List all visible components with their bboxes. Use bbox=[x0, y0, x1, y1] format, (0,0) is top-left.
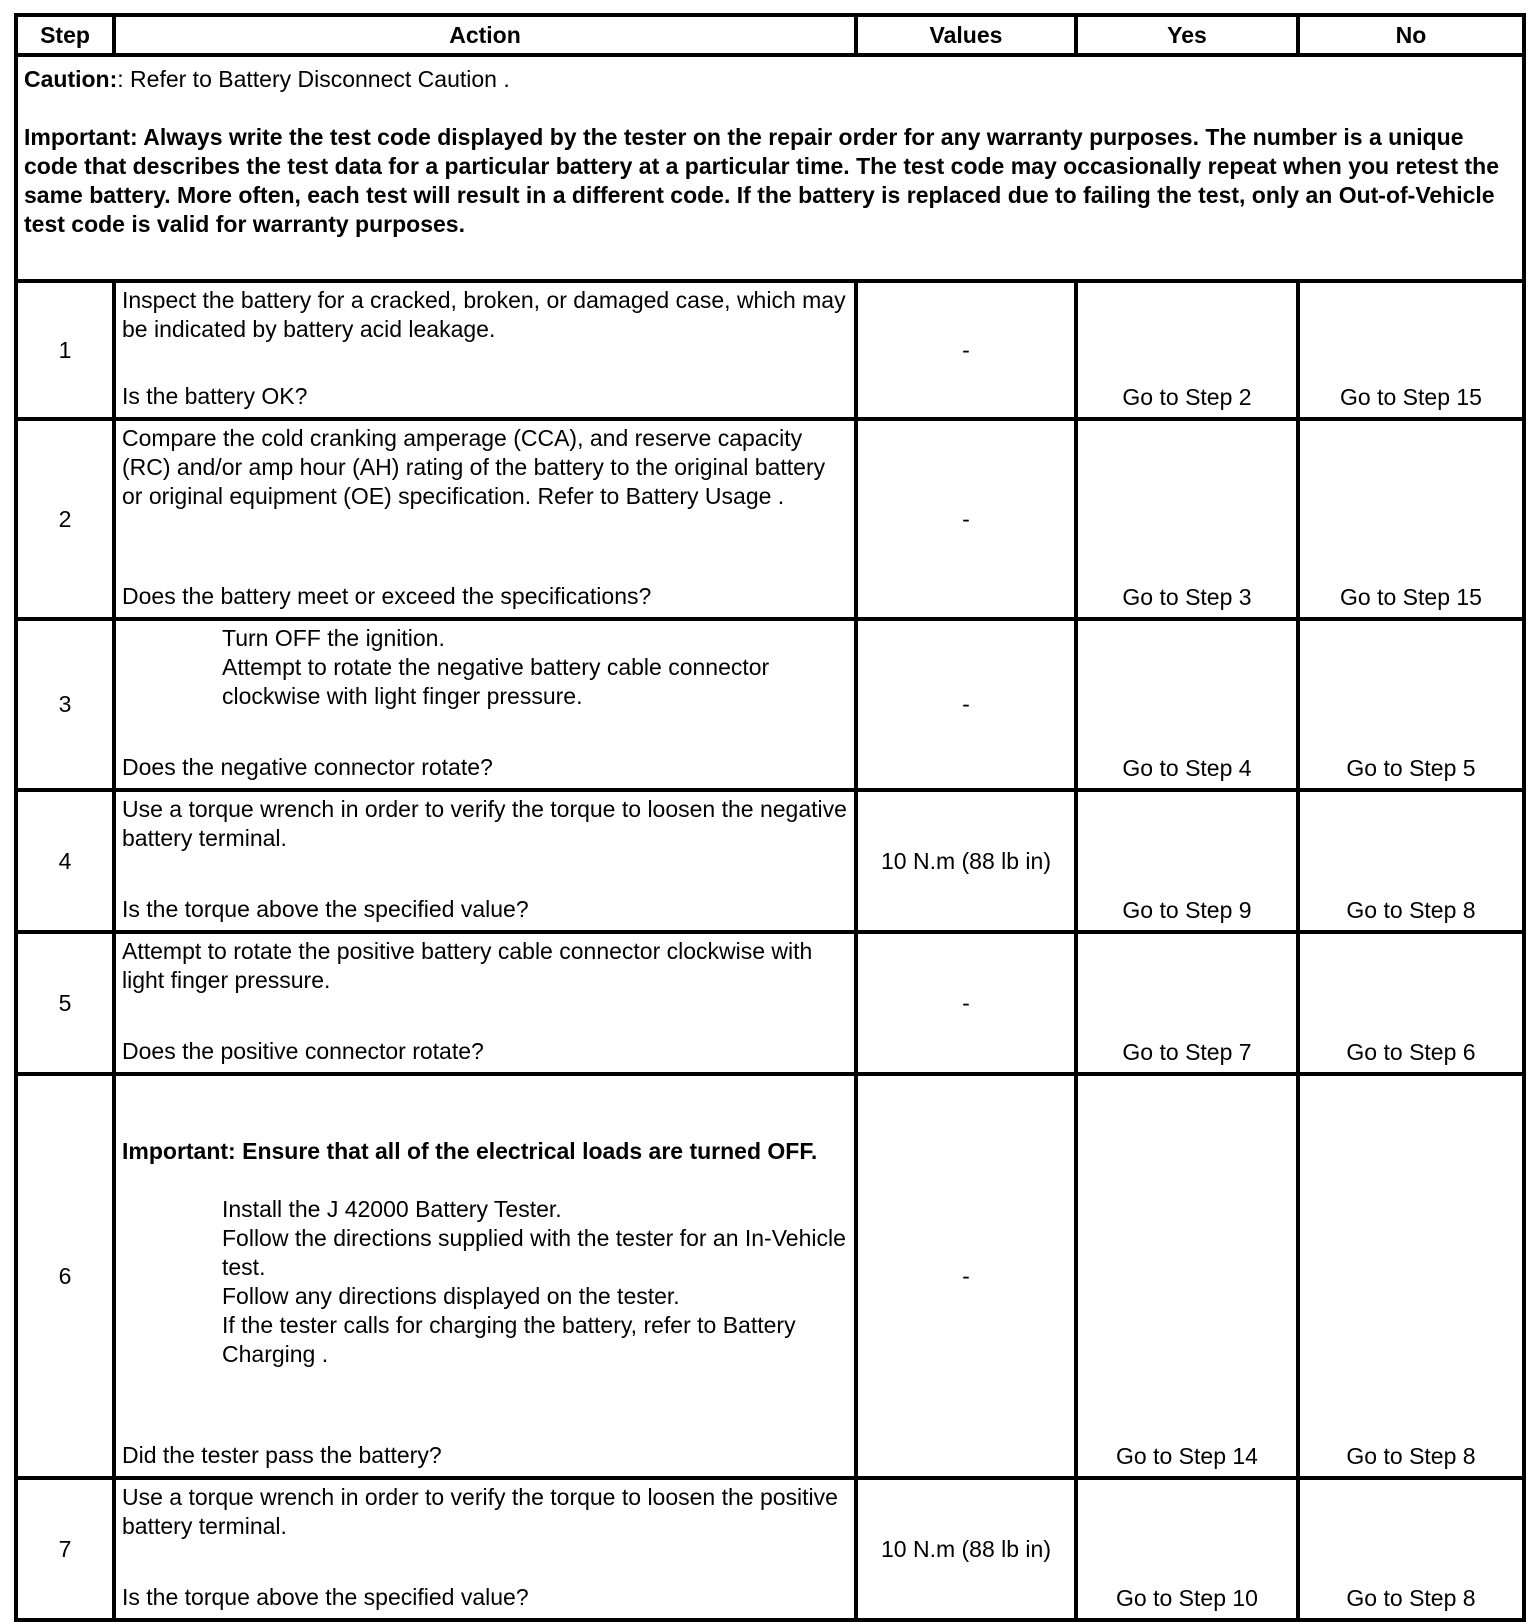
action-cell bbox=[114, 281, 856, 419]
action-text: Use a torque wrench in order to verify the torque to loosen the positive battery terminal. bbox=[122, 1484, 838, 1539]
table-row bbox=[16, 619, 1524, 790]
table-row bbox=[16, 790, 1524, 932]
action-text: Compare the cold cranking amperage (CCA), and reserve capacity (RC) and/or amp hour (AH) rating of the battery to the original battery or original equipment (OE) specification. Refer to Battery Usage . bbox=[122, 425, 826, 509]
column-header-action: Action bbox=[114, 15, 856, 55]
no-cell: Go to Step 8 bbox=[1298, 790, 1524, 932]
yes-cell: Go to Step 2 bbox=[1076, 281, 1298, 419]
action-question: Is the battery OK? bbox=[122, 383, 308, 409]
table-row bbox=[16, 1074, 1524, 1478]
no-cell: Go to Step 8 bbox=[1298, 1074, 1524, 1478]
step-number: 2 bbox=[16, 419, 114, 619]
value-cell: 10 N.m (88 lb in) bbox=[856, 1478, 1076, 1620]
action-cell bbox=[114, 790, 856, 932]
diagnostic-table bbox=[14, 13, 1526, 1622]
important-note: Important: Ensure that all of the electrical loads are turned OFF. bbox=[122, 1138, 818, 1164]
action-line: Follow the directions supplied with the tester for an In-Vehicle test. bbox=[222, 1225, 846, 1280]
yes-cell: Go to Step 7 bbox=[1076, 932, 1298, 1074]
caution-text: : Refer to Battery Disconnect Caution . bbox=[117, 66, 510, 92]
no-cell: Go to Step 15 bbox=[1298, 419, 1524, 619]
no-cell: Go to Step 5 bbox=[1298, 619, 1524, 790]
action-question: Is the torque above the specified value? bbox=[122, 1584, 529, 1610]
yes-cell: Go to Step 10 bbox=[1076, 1478, 1298, 1620]
action-question: Does the negative connector rotate? bbox=[122, 754, 493, 780]
value-cell: - bbox=[856, 281, 1076, 419]
header-row bbox=[16, 15, 1524, 55]
action-cell bbox=[114, 1478, 856, 1620]
step-number: 7 bbox=[16, 1478, 114, 1620]
step-number: 3 bbox=[16, 619, 114, 790]
no-cell: Go to Step 8 bbox=[1298, 1478, 1524, 1620]
action-line: Install the J 42000 Battery Tester. bbox=[222, 1196, 562, 1222]
action-text: Use a torque wrench in order to verify the torque to loosen the negative battery terminal. bbox=[122, 796, 847, 851]
action-question: Is the torque above the specified value? bbox=[122, 896, 529, 922]
caution-note bbox=[24, 65, 1514, 94]
column-header-values: Values bbox=[856, 15, 1076, 55]
column-header-step: Step bbox=[16, 15, 114, 55]
step-number: 6 bbox=[16, 1074, 114, 1478]
action-text: Inspect the battery for a cracked, broken, or damaged case, which may be indicated by battery acid leakage. bbox=[122, 287, 846, 342]
step-number: 1 bbox=[16, 281, 114, 419]
action-line: Follow any directions displayed on the tester. bbox=[222, 1283, 680, 1309]
value-cell: 10 N.m (88 lb in) bbox=[856, 790, 1076, 932]
column-header-no: No bbox=[1298, 15, 1524, 55]
value-cell: - bbox=[856, 1074, 1076, 1478]
notes-row bbox=[16, 55, 1524, 281]
notes-cell bbox=[16, 55, 1524, 281]
value-cell: - bbox=[856, 932, 1076, 1074]
action-cell bbox=[114, 619, 856, 790]
action-line: Turn OFF the ignition. bbox=[222, 625, 445, 651]
important-note: Important: Always write the test code displayed by the tester on the repair order for any warranty purposes. The number is a unique code that describes the test data for a particular battery at a particular time. The test code may occasionally repeat when you retest the same battery. More often, each test will result in a different code. If the battery is replaced due to failing the test, only an Out-of-Vehicle test code is valid for warranty purposes. bbox=[24, 124, 1500, 237]
table-row bbox=[16, 419, 1524, 619]
action-cell bbox=[114, 932, 856, 1074]
action-question: Does the positive connector rotate? bbox=[122, 1038, 484, 1064]
table-row bbox=[16, 281, 1524, 419]
action-text: Attempt to rotate the positive battery cable connector clockwise with light finger pressure. bbox=[122, 938, 813, 993]
table-row bbox=[16, 1478, 1524, 1620]
yes-cell: Go to Step 9 bbox=[1076, 790, 1298, 932]
action-cell bbox=[114, 1074, 856, 1478]
diagnostic-table-container bbox=[14, 13, 1522, 1622]
action-line: If the tester calls for charging the battery, refer to Battery Charging . bbox=[222, 1312, 796, 1367]
yes-cell: Go to Step 3 bbox=[1076, 419, 1298, 619]
no-cell: Go to Step 6 bbox=[1298, 932, 1524, 1074]
table-row bbox=[16, 932, 1524, 1074]
step-number: 4 bbox=[16, 790, 114, 932]
value-cell: - bbox=[856, 619, 1076, 790]
column-header-yes: Yes bbox=[1076, 15, 1298, 55]
value-cell: - bbox=[856, 419, 1076, 619]
no-cell: Go to Step 15 bbox=[1298, 281, 1524, 419]
caution-label: Caution: bbox=[24, 66, 118, 92]
yes-cell: Go to Step 4 bbox=[1076, 619, 1298, 790]
action-line: Attempt to rotate the negative battery cable connector clockwise with light finger pressure. bbox=[222, 654, 770, 709]
action-cell bbox=[114, 419, 856, 619]
yes-cell: Go to Step 14 bbox=[1076, 1074, 1298, 1478]
action-question: Did the tester pass the battery? bbox=[122, 1442, 442, 1468]
action-question: Does the battery meet or exceed the specifications? bbox=[122, 583, 652, 609]
step-number: 5 bbox=[16, 932, 114, 1074]
